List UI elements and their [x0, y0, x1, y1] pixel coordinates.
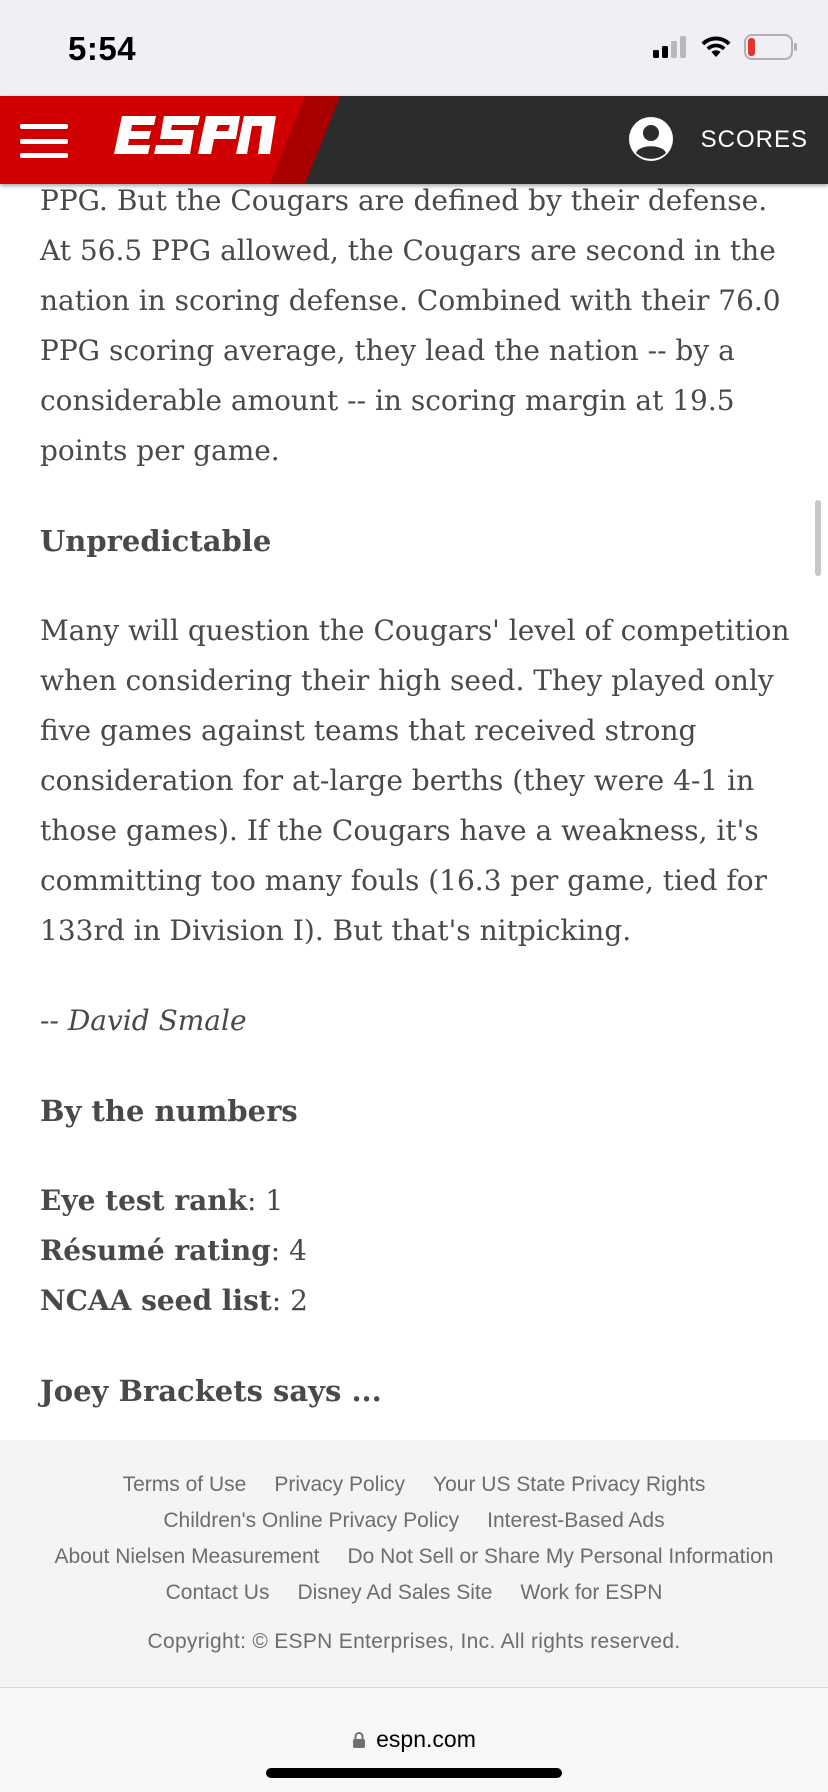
interest-based-ads-link[interactable]: Interest-Based Ads	[487, 1509, 665, 1532]
status-bar	[0, 0, 828, 96]
us-state-privacy-rights-link[interactable]: Your US State Privacy Rights	[433, 1473, 706, 1496]
stat-label: Résumé rating	[40, 1234, 271, 1267]
byline	[40, 996, 800, 1046]
text-line: 133rd in Division I). But that's nitpicking.	[40, 914, 632, 947]
stat-resume-rating	[40, 1226, 800, 1276]
lock-icon	[352, 1731, 366, 1749]
text-line: consideration for at-large berths (they were 4-1 in	[40, 764, 755, 797]
stat-label: NCAA seed list	[40, 1284, 272, 1317]
text-line: Many will question the Cougars' level of competition	[40, 614, 790, 647]
stat-value: : 1	[247, 1184, 284, 1217]
battery-low-icon	[744, 34, 798, 60]
copyright-text: Copyright: © ESPN Enterprises, Inc. All rights reserved.	[147, 1630, 681, 1653]
espn-header	[0, 96, 828, 184]
text-line: At 56.5 PPG allowed, the Cougars are second in the	[40, 234, 776, 267]
childrens-privacy-policy-link[interactable]: Children's Online Privacy Policy	[163, 1509, 460, 1532]
section-heading-joey-brackets: Joey Brackets says ...	[40, 1374, 382, 1408]
url-display[interactable]	[0, 1726, 828, 1753]
text-line: PPG scoring average, they lead the nation -- by a	[40, 334, 735, 367]
privacy-policy-link[interactable]: Privacy Policy	[274, 1473, 406, 1496]
stat-label: Eye test rank	[40, 1184, 248, 1217]
profile-icon[interactable]	[628, 116, 674, 162]
status-icons	[652, 34, 798, 60]
text-line: points per game.	[40, 434, 280, 467]
text-line: committing too many fouls (16.3 per game, tied for	[40, 864, 767, 897]
contact-us-link[interactable]: Contact Us	[165, 1581, 270, 1604]
stats-list	[40, 1176, 800, 1326]
espn-logo[interactable]	[112, 116, 278, 162]
browser-url-bar[interactable]	[0, 1688, 828, 1792]
text-line: when considering their high seed. They played only	[40, 664, 774, 697]
url-text: espn.com	[376, 1726, 476, 1752]
text-line: nation in scoring defense. Combined with their 76.0	[40, 284, 781, 317]
stat-value: : 4	[270, 1234, 307, 1267]
do-not-sell-link[interactable]: Do Not Sell or Share My Personal Information	[347, 1545, 774, 1568]
terms-of-use-link[interactable]: Terms of Use	[122, 1473, 247, 1496]
body-paragraph	[40, 606, 800, 956]
footer-links-row-2	[0, 1509, 828, 1533]
byline-author: David Smale	[67, 1004, 247, 1037]
disney-ad-sales-link[interactable]: Disney Ad Sales Site	[297, 1581, 493, 1604]
stat-eye-test-rank	[40, 1176, 800, 1226]
stat-ncaa-seed-list	[40, 1276, 800, 1326]
footer-links-row-1	[0, 1473, 828, 1497]
wifi-icon	[700, 35, 732, 59]
text-line: those games). If the Cougars have a weakness, it's	[40, 814, 759, 847]
hamburger-menu-icon[interactable]	[20, 124, 68, 158]
text-line: PPG. But the Cougars are defined by their defense.	[40, 184, 768, 217]
footer-links-row-3	[0, 1545, 828, 1569]
section-heading-unpredictable: Unpredictable	[40, 524, 272, 558]
footer-links-row-4	[0, 1581, 828, 1605]
scroll-indicator[interactable]	[815, 500, 821, 576]
work-for-espn-link[interactable]: Work for ESPN	[520, 1581, 663, 1604]
article-body	[40, 176, 800, 1416]
cellular-signal-icon	[652, 36, 688, 58]
scores-link[interactable]: SCORES	[700, 126, 808, 153]
status-time: 5:54	[68, 30, 137, 67]
stat-value: : 2	[271, 1284, 308, 1317]
home-indicator[interactable]	[266, 1768, 562, 1778]
intro-paragraph	[40, 176, 800, 476]
text-line: considerable amount -- in scoring margin at 19.5	[40, 384, 735, 417]
byline-prefix: --	[40, 1004, 68, 1037]
nielsen-measurement-link[interactable]: About Nielsen Measurement	[54, 1545, 320, 1568]
site-footer	[0, 1440, 828, 1688]
section-heading-numbers: By the numbers	[40, 1094, 298, 1128]
text-line: five games against teams that received strong	[40, 714, 697, 747]
